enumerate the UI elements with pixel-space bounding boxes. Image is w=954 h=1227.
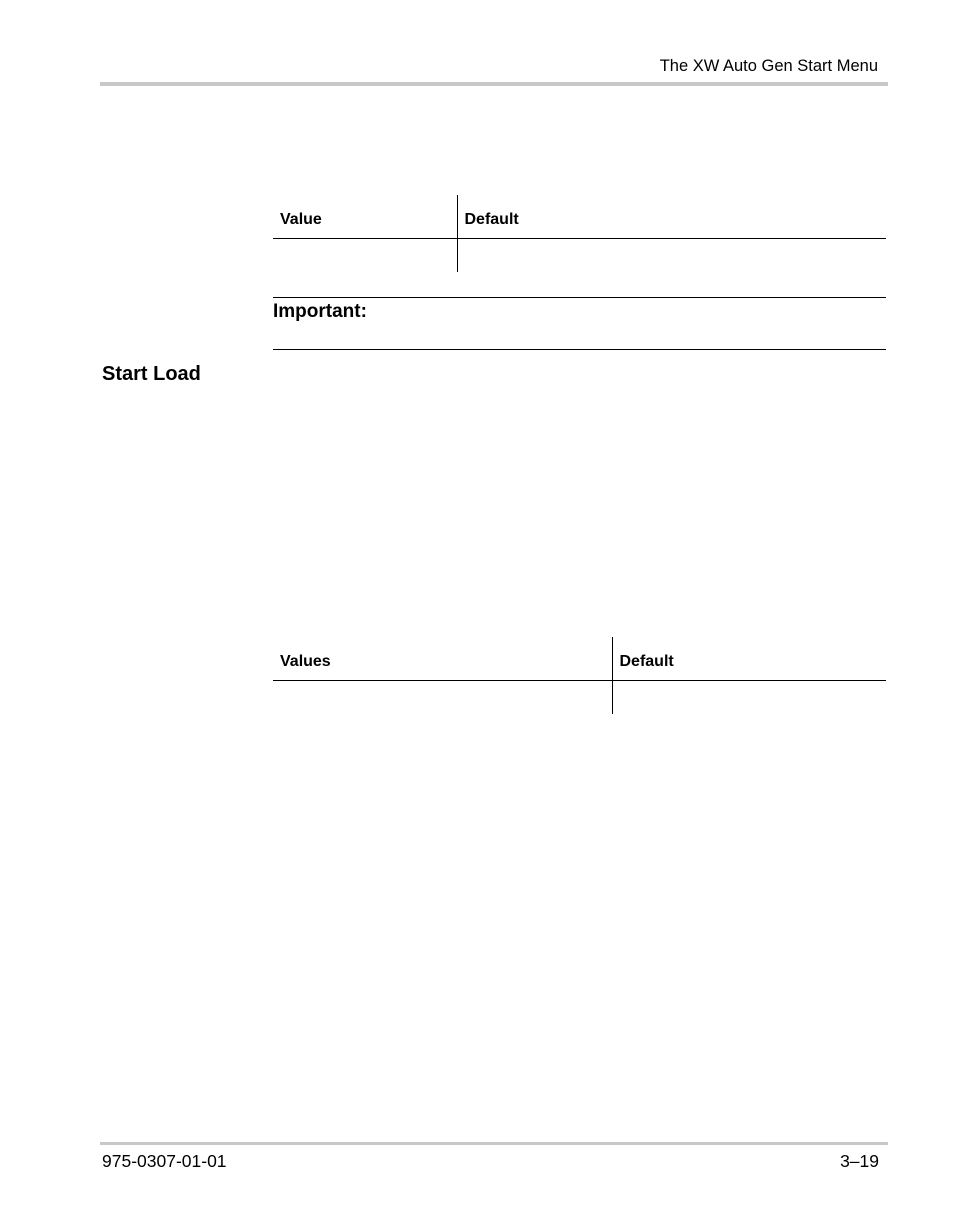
table-row xyxy=(273,681,886,715)
header-rule xyxy=(100,82,888,86)
important-label: Important: xyxy=(273,301,367,322)
document-number: 975-0307-01-01 xyxy=(102,1151,227,1171)
table-cell-values xyxy=(273,681,612,715)
footer-rule xyxy=(100,1142,888,1145)
table-cell-default xyxy=(457,239,886,273)
page-number: 3–19 xyxy=(840,1151,879,1171)
running-header-title: The XW Auto Gen Start Menu xyxy=(659,57,878,75)
column-header-default: Default xyxy=(612,637,886,681)
table-header-row xyxy=(273,195,886,239)
values-default-table xyxy=(273,637,886,714)
column-header-default: Default xyxy=(457,195,886,239)
table-cell-value xyxy=(273,239,457,273)
important-note xyxy=(273,297,886,350)
section-heading-start-load: Start Load xyxy=(102,363,201,385)
column-header-value: Value xyxy=(273,195,457,239)
column-header-values: Values xyxy=(273,637,612,681)
table-header-row xyxy=(273,637,886,681)
table-row xyxy=(273,239,886,273)
table-cell-default xyxy=(612,681,886,715)
value-default-table xyxy=(273,195,886,272)
